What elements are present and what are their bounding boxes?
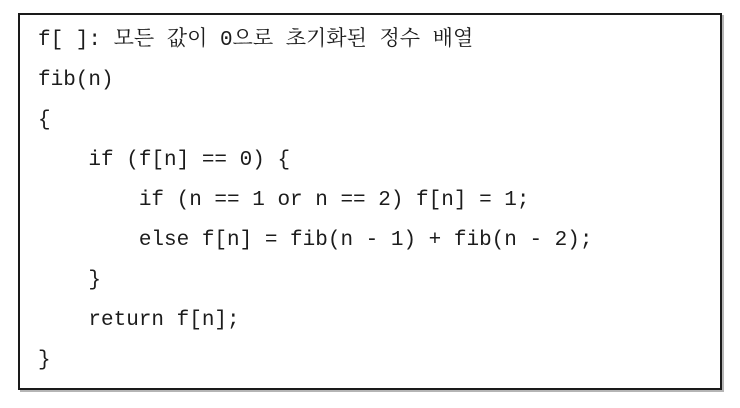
- code-line-close-brace: }: [38, 349, 51, 372]
- code-line-inner-if: if (n == 1 or n == 2) f[n] = 1;: [38, 189, 530, 212]
- pseudocode-box: [18, 13, 722, 390]
- code-line-else: else f[n] = fib(n - 1) + fib(n - 2);: [38, 229, 593, 252]
- code-line-array-comment: f[ ]: 모든 값이 0으로 초기화된 정수 배열: [38, 29, 474, 52]
- code-line-open-brace: {: [38, 109, 51, 132]
- code-line-return: return f[n];: [38, 309, 240, 332]
- code-line-function-header: fib(n): [38, 69, 114, 92]
- code-line-outer-if: if (f[n] == 0) {: [38, 149, 291, 172]
- code-line-inner-close-brace: }: [38, 269, 102, 292]
